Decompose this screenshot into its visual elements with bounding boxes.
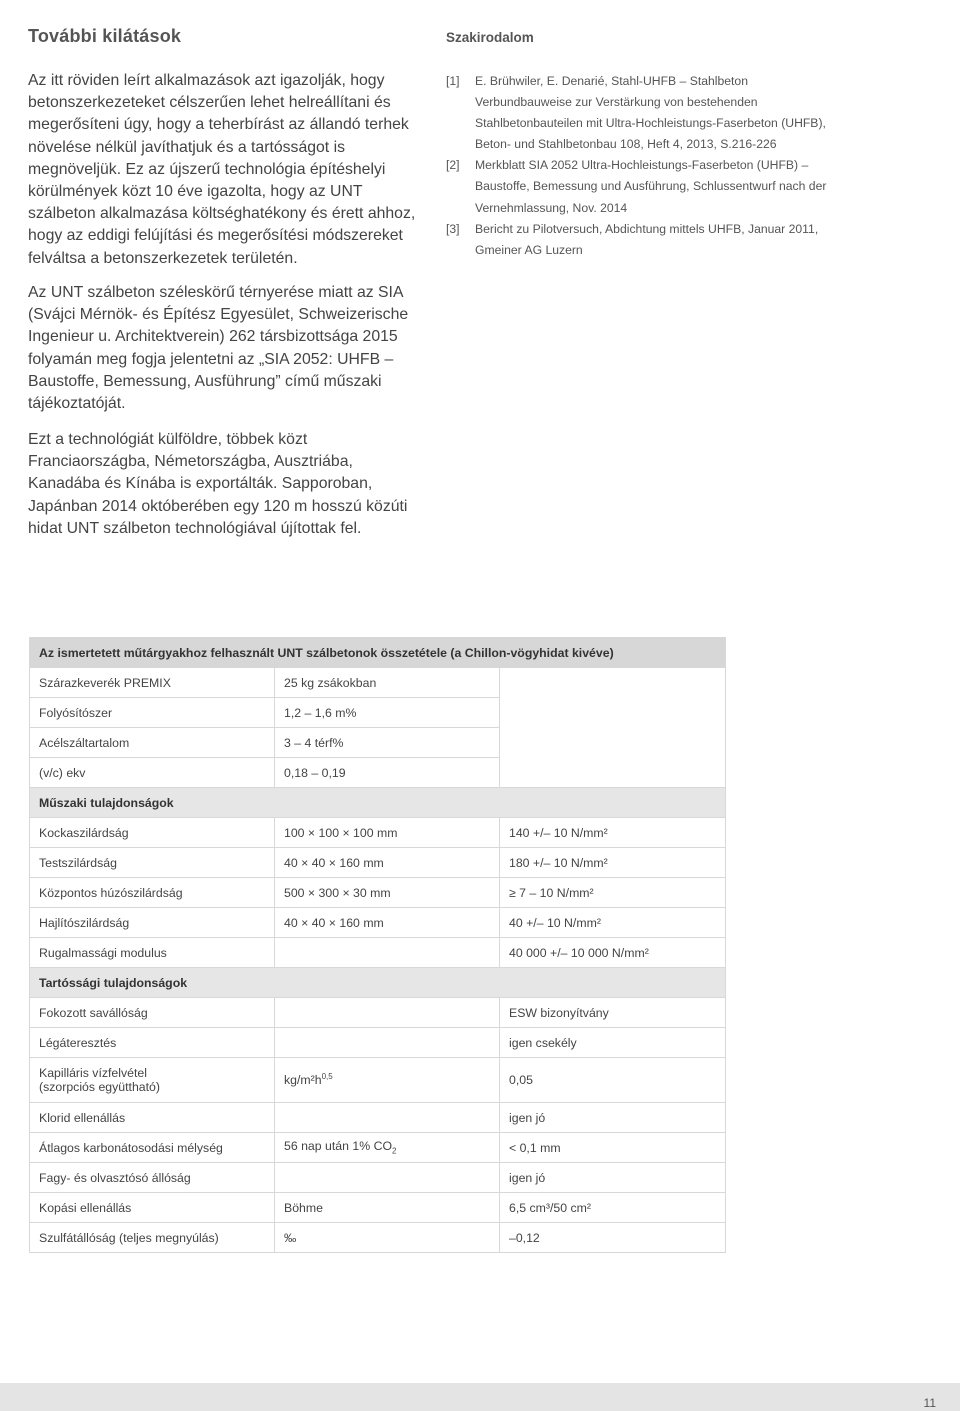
table-row [30, 1028, 726, 1058]
table-cell-value: 40 +/– 10 N/mm² [500, 908, 726, 938]
table-cell-value: 40 000 +/– 10 000 N/mm² [500, 938, 726, 968]
table-cell-label [30, 1058, 275, 1103]
reference-number: [1] [446, 74, 460, 88]
composition-table [29, 637, 726, 1253]
footer-band [0, 1383, 960, 1411]
table-cell-spec: 40 × 40 × 160 mm [275, 848, 500, 878]
table-cell-value: igen csekély [500, 1028, 726, 1058]
table-section-row [30, 788, 726, 818]
table-cell-label: Fokozott savállóság [30, 998, 275, 1028]
table-cell-value: 25 kg zsákokban [275, 668, 500, 698]
reference-item [446, 155, 846, 218]
table-cell-spec: 500 × 300 × 30 mm [275, 878, 500, 908]
table-row [30, 1058, 726, 1103]
table-cell-label: Kopási ellenállás [30, 1193, 275, 1223]
table-cell-label: (v/c) ekv [30, 758, 275, 788]
table-cell-label: Folyósítószer [30, 698, 275, 728]
table-row [30, 668, 726, 698]
table-cell-label: Fagy- és olvasztósó állóság [30, 1163, 275, 1193]
table-cell-value: 180 +/– 10 N/mm² [500, 848, 726, 878]
table-cell-value: < 0,1 mm [500, 1133, 726, 1163]
table-cell-value: 0,18 – 0,19 [275, 758, 500, 788]
table-cell-spec: Böhme [275, 1193, 500, 1223]
table-cell-empty [500, 668, 726, 788]
table-cell-label: Rugalmassági modulus [30, 938, 275, 968]
table-cell-label: Kockaszilárdság [30, 818, 275, 848]
table-cell-label: Átlagos karbonátosodási mélység [30, 1133, 275, 1163]
table-cell-label: Szárazkeverék PREMIX [30, 668, 275, 698]
table-cell-label: Központos húzószilárdság [30, 878, 275, 908]
table-row [30, 1133, 726, 1163]
spec-text: 56 nap után 1% CO [284, 1139, 393, 1154]
table-cell-value: 6,5 cm³/50 cm² [500, 1193, 726, 1223]
table-cell-value: 140 +/– 10 N/mm² [500, 818, 726, 848]
references-title: Szakirodalom [446, 30, 534, 45]
table-cell-spec [275, 1103, 500, 1133]
reference-text: Bericht zu Pilotversuch, Abdichtung mittels UHFB, Januar 2011, Gmeiner AG Luzern [475, 221, 819, 257]
table-cell-value: –0,12 [500, 1223, 726, 1253]
table-cell-spec: ‰ [275, 1223, 500, 1253]
table-row [30, 848, 726, 878]
table-cell-spec [275, 1133, 500, 1163]
page-number: 11 [923, 1396, 936, 1410]
table-cell-label-line: Kapilláris vízfelvétel [39, 1066, 147, 1080]
table-cell-label: Hajlítószilárdság [30, 908, 275, 938]
table-cell-label: Acélszáltartalom [30, 728, 275, 758]
table-row [30, 818, 726, 848]
table-cell-value: igen jó [500, 1163, 726, 1193]
table-row [30, 1163, 726, 1193]
table-cell-label-line: (szorpciós együttható) [39, 1080, 160, 1094]
table-cell-spec [275, 1058, 500, 1103]
table-row [30, 938, 726, 968]
table-cell-value: 0,05 [500, 1058, 726, 1103]
table-cell-value: ESW bizonyítvány [500, 998, 726, 1028]
table-cell-spec [275, 1028, 500, 1058]
table-cell-spec: 40 × 40 × 160 mm [275, 908, 500, 938]
reference-text: E. Brühwiler, E. Denarié, Stahl-UHFB – Stahlbeton Verbundbauweise zur Verstärkung von bestehenden Stahlbetonbauteilen mit Ultra-Hochleistungs-Faserbeton (UHFB), Beton- und Stahlbetonbau 108, Heft 4, 2013, S.216-226 [475, 74, 826, 152]
table-cell-value: ≥ 7 – 10 N/mm² [500, 878, 726, 908]
table-cell-label: Testszilárdság [30, 848, 275, 878]
body-paragraph: Ezt a technológiát külföldre, többek közt Franciaországba, Németországba, Ausztriába, Kanadába és Kínába is exportálták. Sapporoban, Japánban 2014 októberében egy 120 m hosszú közúti hidat UNT szálbeton technológiával újítottak fel. [28, 431, 408, 537]
reference-item [446, 219, 846, 261]
table-cell-value: 3 – 4 térf% [275, 728, 500, 758]
table-cell-spec: 100 × 100 × 100 mm [275, 818, 500, 848]
table-row [30, 1103, 726, 1133]
table-row [30, 878, 726, 908]
references-list [446, 71, 846, 261]
table-cell-value: 1,2 – 1,6 m% [275, 698, 500, 728]
reference-item [446, 71, 846, 155]
unit-text: kg/m²h [284, 1073, 322, 1088]
table-header-row [30, 638, 726, 668]
table-cell-spec [275, 938, 500, 968]
table-cell-value: igen jó [500, 1103, 726, 1133]
table-row [30, 998, 726, 1028]
table-title: Az ismertetett műtárgyakhoz felhasznált UNT szálbetonok összetétele (a Chillon-vögyhidat kivéve) [30, 638, 726, 668]
table-row [30, 1223, 726, 1253]
body-paragraph: Az itt röviden leírt alkalmazások azt igazolják, hogy betonszerkezeteket célszerűen lehet helreállítani és megerősíteni úgy, hogy a teherbírást az állandó terhek növelése nélkül javíthatjuk és a tartósságot is megnöveljük. Ez az újszerű technológia építéshelyi körülmények közt 10 éve igazolta, hogy az UNT szálbeton alkalmazása költséghatékony és érett ahhoz, hogy az eddigi felújítási és megerősítési módszereket felváltsa a betonszerkezetek területén. [28, 72, 416, 267]
table-cell-spec [275, 998, 500, 1028]
body-paragraph: Az UNT szálbeton széleskörű térnyerése miatt az SIA (Svájci Mérnök- és Építész Egyesület, Schweizerische Ingenieur u. Architektverein) 262 társbizottsága 2015 folyamán meg fogja jelentetni az „SIA 2052: UHFB – Baustoffe, Bemessung, Ausführung” című műszaki tájékoztatóját. [28, 284, 409, 413]
section-heading: További kilátások [28, 26, 182, 46]
table-row [30, 1193, 726, 1223]
table-section-title: Tartóssági tulajdonságok [30, 968, 726, 998]
table-cell-label: Klorid ellenállás [30, 1103, 275, 1133]
table-section-title: Műszaki tulajdonságok [30, 788, 726, 818]
reference-number: [3] [446, 221, 460, 236]
table-section-row [30, 968, 726, 998]
unit-superscript: 0,5 [321, 1072, 333, 1082]
spec-subscript: 2 [392, 1146, 397, 1156]
reference-number: [2] [446, 158, 460, 173]
table-cell-label: Szulfátállóság (teljes megnyúlás) [30, 1223, 275, 1253]
reference-text: Merkblatt SIA 2052 Ultra-Hochleistungs-Faserbeton (UHFB) – Baustoffe, Bemessung und Ausführung, Schlussentwurf nach der Vernehmlassung, Nov. 2014 [475, 158, 827, 215]
table-cell-label: Légáteresztés [30, 1028, 275, 1058]
table-cell-spec [275, 1163, 500, 1193]
table-row [30, 908, 726, 938]
